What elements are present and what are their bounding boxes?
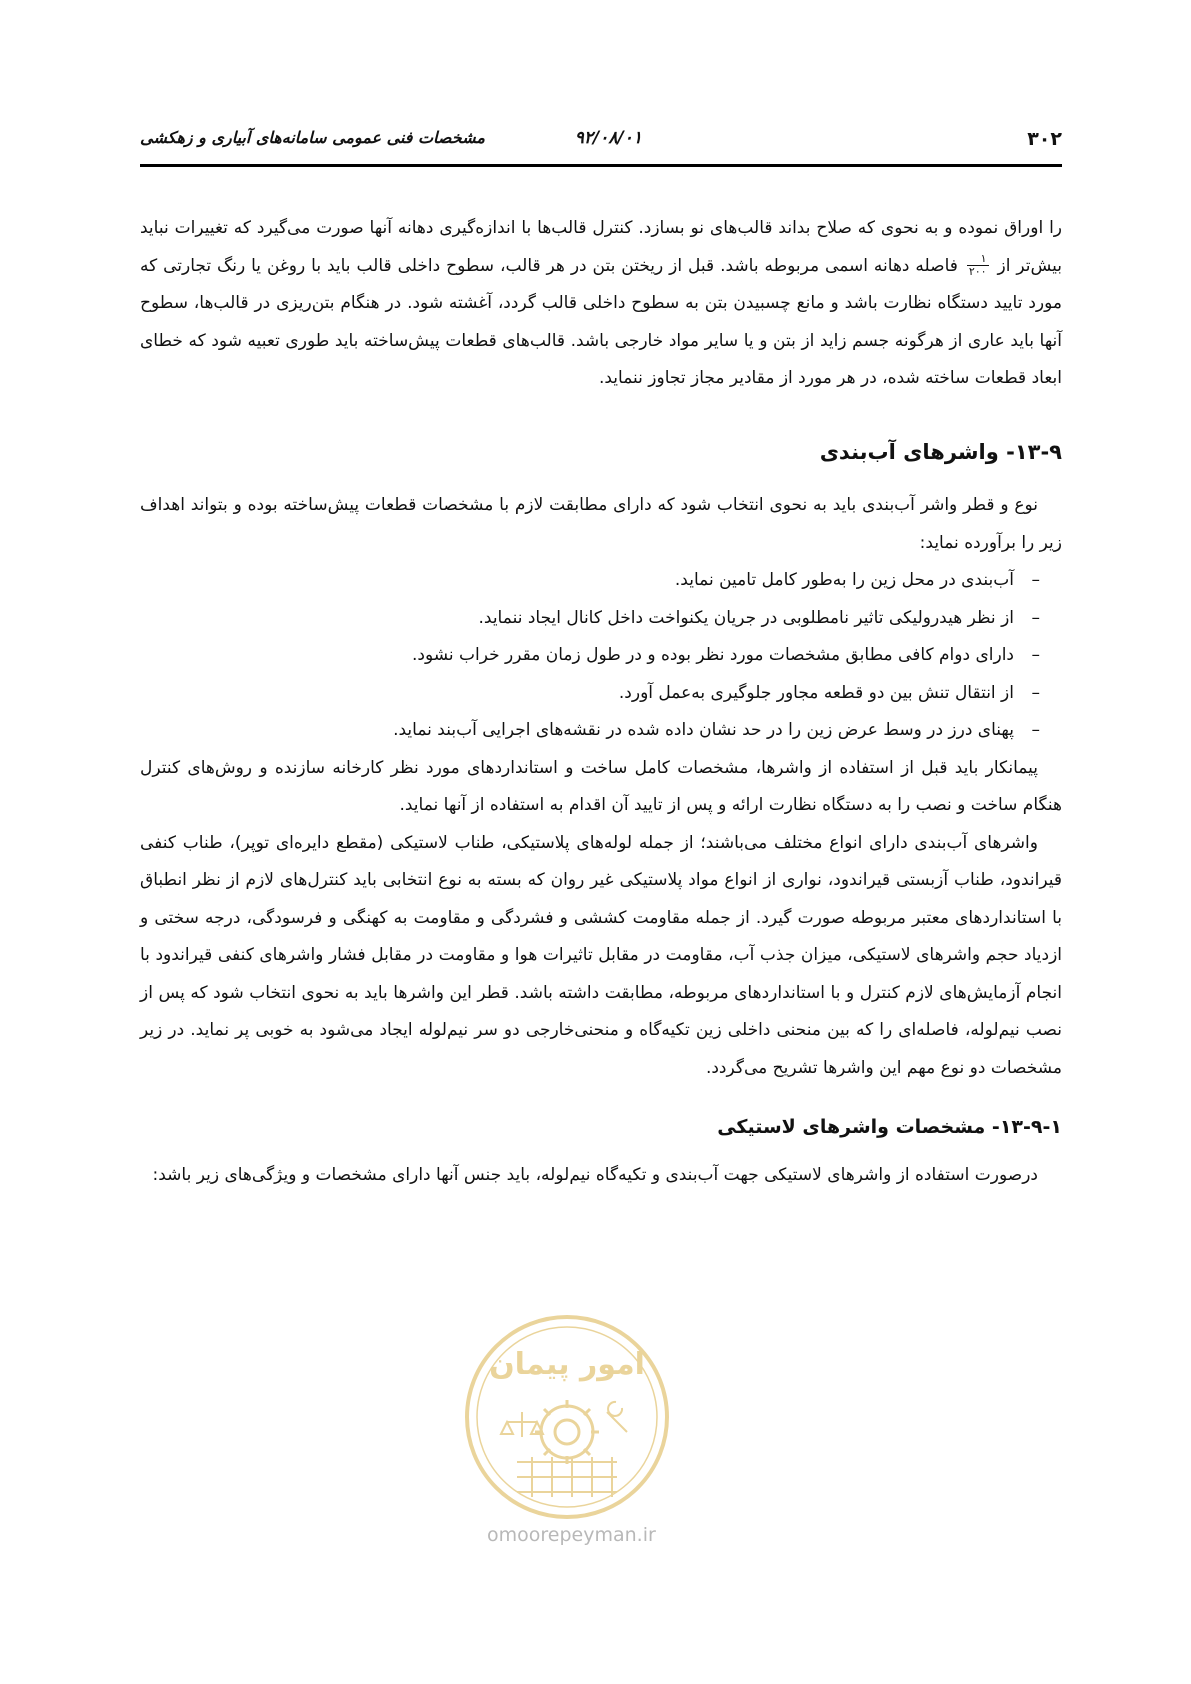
section-paragraph-2: پیمانکار باید قبل از استفاده از واشرها، مشخصات کامل ساخت و استانداردهای مورد نظر کارخانه سازنده و روش‌های کنترل هنگام ساخت و نصب را به دستگاه نظارت ارائه و پس از تایید آن اقدام به استفاده از آنها نماید. xyxy=(140,757,1062,815)
list-item-text: از نظر هیدرولیکی تاثیر نامطلوبی در جریان یکنواخت داخل کانال ایجاد ننماید. xyxy=(478,607,1014,628)
bullet-dash: – xyxy=(1031,570,1040,590)
list-item xyxy=(140,712,1040,750)
header-rule xyxy=(140,164,1062,167)
logo-text: امور پیمان xyxy=(489,1347,645,1382)
list-item-text: پهنای درز در وسط عرض زین را در حد نشان داده شده در نقشه‌های اجرایی آب‌بند نماید. xyxy=(393,720,1014,740)
header-date: ۹۲/۰۸/۰۱ xyxy=(574,128,642,148)
page-header xyxy=(140,124,1062,164)
wrench-icon xyxy=(607,1402,627,1432)
scale-icon xyxy=(501,1412,543,1437)
intro-text-part2: فاصله دهانه اسمی مربوطه باشد. قبل از ریختن بتن در هر قالب، سطوح داخلی قالب باید با روغن یا رنگ تجارتی که مورد تایید دستگاه نظارت باشد و مانع چسبیدن بتن به سطوح داخلی قالب گردد، آغشته شود. در هنگام بتن‌ریزی در قالب‌ها، سطوح آنها باید عاری از هرگونه جسم زاید از بتن و یا سایر مواد خارجی باشد. قالب‌های قطعات پیش‌ساخته باید طوری تعبیه شود که خطای ابعاد قطعات ساخته شده، در هر مورد از مقادیر مجاز تجاوز ننماید. xyxy=(140,255,1062,388)
section-paragraph-1: نوع و قطر واشر آب‌بندی باید به نحوی انتخاب شود که دارای مطابقت لازم با مشخصات قطعات پیش‌ساخته بوده و بتواند اهداف زیر را برآورده نماید: xyxy=(140,495,1062,553)
header-title: مشخصات فنی عمومی سامانه‌های آبیاری و زهکشی xyxy=(140,128,485,147)
list-item xyxy=(140,675,1040,713)
logo-grid-icon xyxy=(517,1457,617,1497)
section-paragraph-3: واشرهای آب‌بندی دارای انواع مختلف می‌باشند؛ از جمله لوله‌های پلاستیکی، طناب لاستیکی (مقطع دایره‌ای توپر)، طناب کنفی قیراندود، طناب آزبستی قیراندود، نواری از انواع مواد پلاستیکی غیر روان که بسته به نوع انتخابی باید کنترل‌های لازم از نظر انطباق با استانداردهای معتبر مربوطه صورت گیرد. از جمله مقاومت کششی و فشردگی و مقاومت به کهنگی و فرسودگی، درجه سختی و ازدیاد حجم واشرهای لاستیکی، میزان جذب آب، مقاومت در مقابل تاثیرات هوا و مقاومت در مقابل فشار واشرهای کنفی قیراندود با انجام آزمایش‌های لازم کنترل و با استانداردهای مربوطه، مطابقت داشته باشد. قطر این واشرها باید به نحوی انتخاب شود که پس از نصب نیم‌لوله، فاصله‌ای را که بین منحنی داخلی زین تکیه‌گاه و منحنی‌خارجی دو سر نیم‌لوله ایجاد می‌شود به خوبی پر نماید. در زیر مشخصات دو نوع مهم این واشرها تشریح می‌گردد. xyxy=(140,832,1062,1078)
intro-paragraph xyxy=(140,210,1062,398)
intro-text-part1: را اوراق نموده و به نحوی که صلاح بداند قالب‌های نو بسازد. کنترل قالب‌ها با اندازه‌گیری دهانه آنها صورت می‌گیرد که تغییرات نباید بیش‌تر از xyxy=(140,218,1063,276)
list-item xyxy=(140,562,1040,600)
fraction-denominator: ۲۰۰ xyxy=(968,265,987,278)
bullet-dash: – xyxy=(1031,682,1040,703)
list-item xyxy=(140,600,1040,638)
list-item-text: دارای دوام کافی مطابق مشخصات مورد نظر بوده و در طول زمان مقرر خراب نشود. xyxy=(411,645,1014,665)
logo-gear-icon xyxy=(535,1400,599,1464)
bullet-dash: – xyxy=(1031,720,1040,740)
requirements-list xyxy=(140,562,1062,750)
fraction xyxy=(967,253,989,278)
subsection-paragraph-1: درصورت استفاده از واشرهای لاستیکی جهت آب‌بندی و تکیه‌گاه نیم‌لوله، باید جنس آنها دارای مشخصات و ویژگی‌های زیر باشد: xyxy=(152,1164,1038,1185)
page-content xyxy=(140,210,1062,1194)
fraction-numerator: ۱ xyxy=(967,253,989,266)
list-item-text: از انتقال تنش بین دو قطعه مجاور جلوگیری به‌عمل آورد. xyxy=(618,682,1014,703)
watermark-logo xyxy=(462,1312,672,1522)
bullet-dash: – xyxy=(1031,645,1040,665)
list-item xyxy=(140,637,1040,675)
subsection-heading: ۱۳-۹-۱- مشخصات واشرهای لاستیکی xyxy=(717,1116,1062,1138)
section-heading: ۱۳-۹- واشرهای آب‌بندی xyxy=(819,439,1062,464)
bullet-dash: – xyxy=(1031,607,1040,628)
watermark-url: omoorepeyman.ir xyxy=(487,1524,656,1546)
list-item-text: آب‌بندی در محل زین را به‌طور کامل تامین نماید. xyxy=(674,570,1014,590)
page-number: ۳۰۲ xyxy=(1027,128,1062,150)
